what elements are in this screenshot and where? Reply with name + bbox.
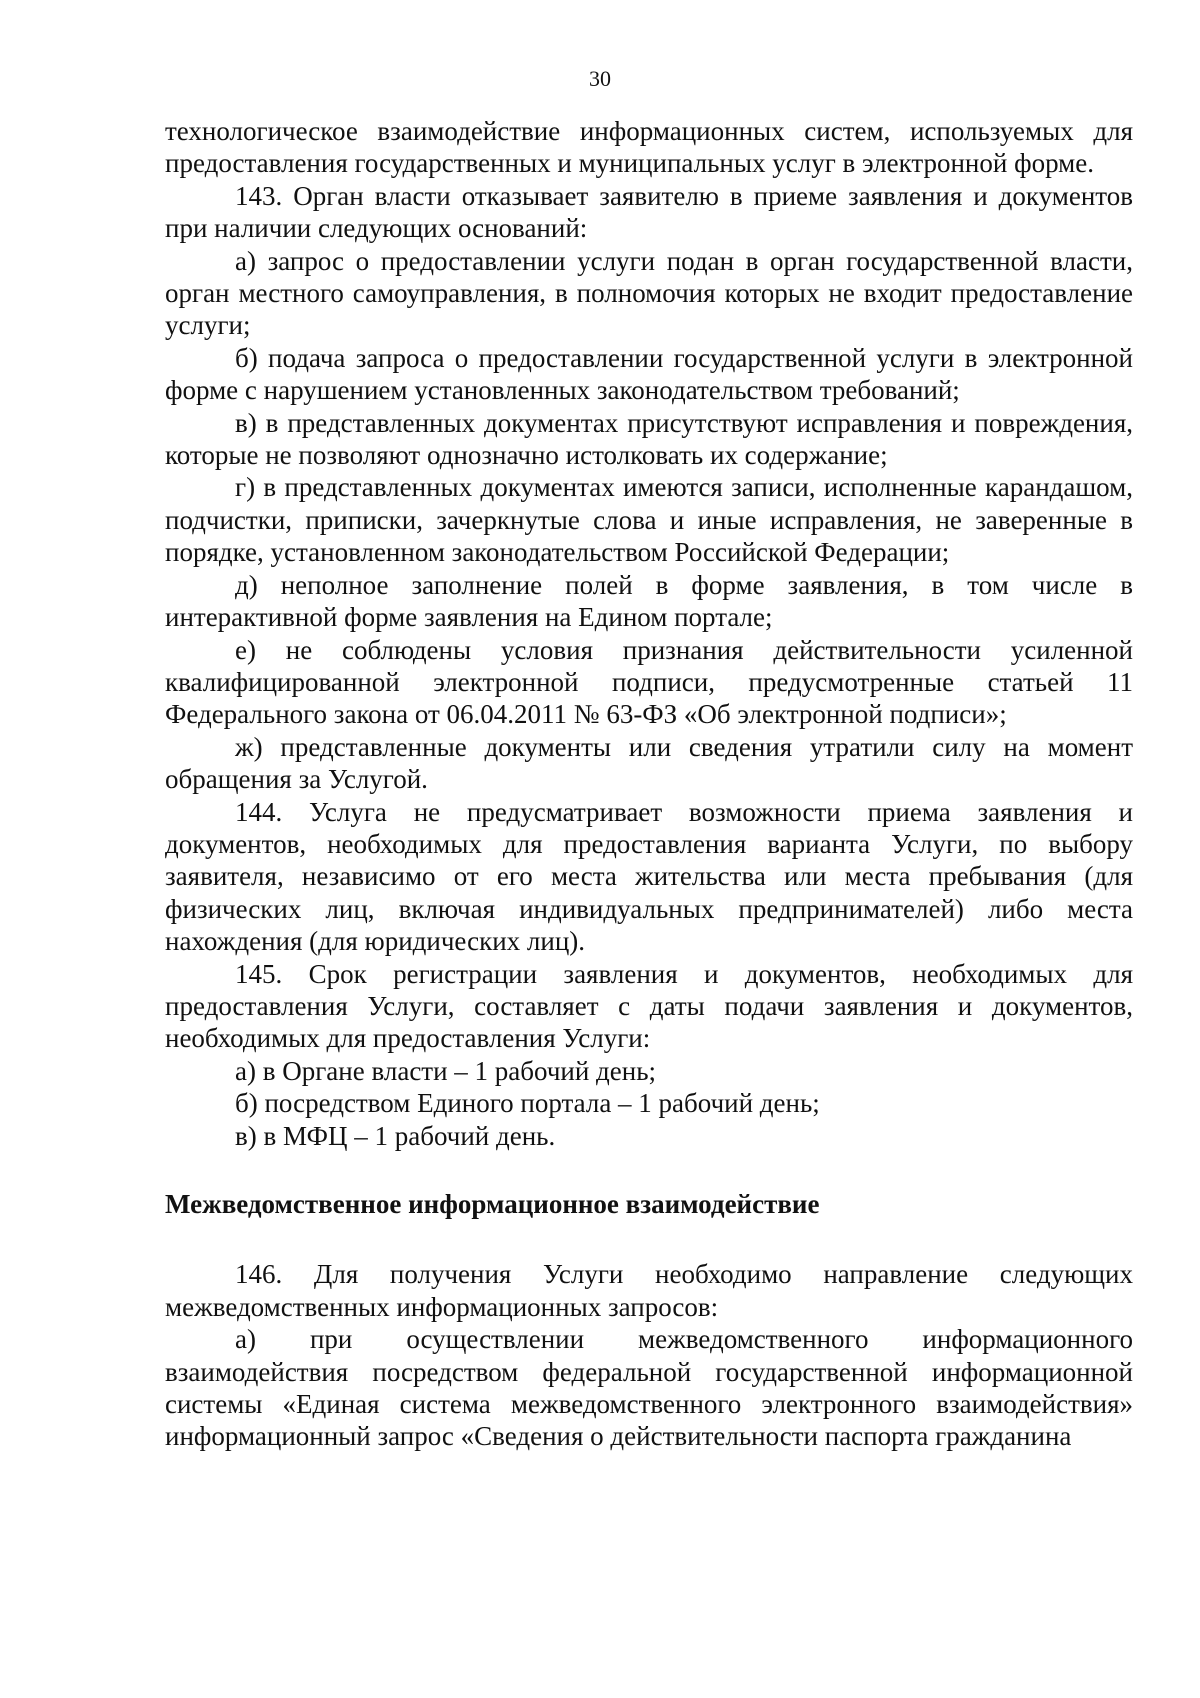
document-body	[165, 115, 1133, 1453]
paragraph-146: 146. Для получения Услуги необходимо направление следующих межведомственных информационных запросов:	[165, 1259, 1133, 1322]
paragraph-143: 143. Орган власти отказывает заявителю в приеме заявления и документов при наличии следующих оснований:	[165, 180, 1133, 244]
list-item-143-v: в) в представленных документах присутствуют исправления и повреждения, которые не позволяют однозначно истолковать их содержание;	[165, 407, 1133, 471]
list-item-145-v: в) в МФЦ – 1 рабочий день.	[235, 1120, 556, 1151]
paragraph-144: 144. Услуга не предусматривает возможности приема заявления и документов, необходимых для предоставления варианта Услуги, по выбору заявителя, независимо от его места жительства или места пребывания (для физических лиц, включая индивидуальных предпринимателей) либо места нахождения (для юридических лиц).	[165, 796, 1133, 957]
list-item-143-a: а) запрос о предоставлении услуги подан в орган государственной власти, орган местного самоуправления, в полномочия которых не входит предоставление услуги;	[165, 245, 1133, 341]
list-item-143-b: б) подача запроса о предоставлении государственной услуги в электронной форме с нарушением установленных законодательством требований;	[165, 342, 1133, 406]
section-heading: Межведомственное информационное взаимодействие	[165, 1189, 820, 1219]
list-item-143-g: г) в представленных документах имеются записи, исполненные карандашом, подчистки, приписки, зачеркнутые слова и иные исправления, не заверенные в порядке, установленном законодательством Российской Федерации;	[165, 472, 1133, 568]
list-item-143-zh: ж) представленные документы или сведения утратили силу на момент обращения за Услугой.	[165, 731, 1133, 795]
paragraph-continuation: технологическое взаимодействие информационных систем, используемых для предоставления государственных и муниципальных услуг в электронной форме.	[165, 116, 1133, 179]
page-number: 30	[589, 66, 611, 91]
list-item-143-e: е) не соблюдены условия признания действительности усиленной квалифицированной электронной подписи, предусмотренные статьей 11 Федерального закона от 06.04.2011 № 63-ФЗ «Об электронной подписи»;	[165, 634, 1133, 730]
paragraph-145: 145. Срок регистрации заявления и документов, необходимых для предоставления Услуги, составляет с даты подачи заявления и документов, необходимых для предоставления Услуги:	[165, 958, 1133, 1054]
list-item-146-a: а) при осуществлении межведомственного информационного взаимодействия посредством федеральной государственной информационной системы «Единая система межведомственного электронного взаимодействия» информационный запрос «Сведения о действительности паспорта гражданина	[165, 1324, 1133, 1452]
list-item-145-a: а) в Органе власти – 1 рабочий день;	[235, 1055, 657, 1086]
list-item-143-d: д) неполное заполнение полей в форме заявления, в том числе в интерактивной форме заявления на Едином портале;	[165, 569, 1133, 633]
list-item-145-b: б) посредством Единого портала – 1 рабочий день;	[235, 1088, 820, 1119]
